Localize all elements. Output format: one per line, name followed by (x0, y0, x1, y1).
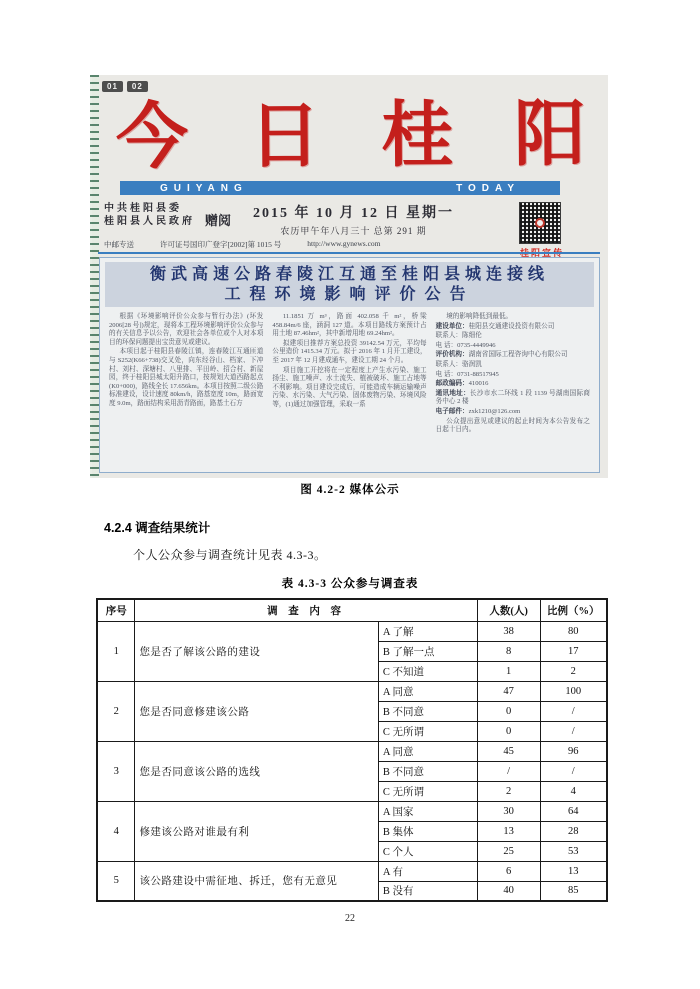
gift-label: 赠阅 (205, 213, 232, 228)
article-column-3 (436, 313, 590, 463)
article-paragraph: 境的影响降低到最低。 (446, 313, 513, 320)
figure-caption: 图 4.2-2 媒体公示 (300, 484, 400, 496)
article-headline (105, 262, 594, 307)
table-header-row (97, 599, 607, 621)
headline-line-1: 衡武高速公路春陵江互通至桂阳县城连接线 (149, 265, 549, 283)
newspaper-clipping (92, 75, 608, 478)
issue-date: 2015 年 10 月 12 日 星期一 (253, 206, 455, 221)
option-pct: 13 (540, 861, 607, 881)
option-label: A 国家 (378, 801, 477, 821)
section-paragraph: 个人公众参与调查统计见表 4.3-3。 (133, 548, 327, 562)
option-pct: / (540, 721, 607, 741)
contact-line: 邮政编码：410016 (435, 380, 489, 388)
option-label: A 同意 (378, 741, 477, 761)
row-question: 修建该公路对谁最有利 (135, 801, 378, 861)
option-pct: 100 (540, 681, 607, 701)
publisher-line: 中共桂阳县委 (104, 203, 182, 214)
option-label: C 无所谓 (378, 781, 477, 801)
table-row (97, 681, 607, 701)
header-no: 序号 (97, 599, 135, 621)
option-count: 2 (477, 781, 540, 801)
option-pct: 85 (540, 881, 607, 901)
masthead-en-right: TODAY (456, 182, 520, 194)
option-label: A 有 (378, 861, 477, 881)
option-count: 8 (477, 641, 540, 661)
option-label: C 不知道 (378, 661, 477, 681)
option-count: 38 (477, 621, 540, 641)
contact-line: 建设单位：桂阳县交通建设投资有限公司 (435, 322, 555, 330)
website-url: http://www.gynews.com (307, 239, 381, 248)
announcement-article (99, 257, 600, 473)
option-count: 45 (477, 741, 540, 761)
article-paragraph: 拟建项目推荐方案总投资 39142.54 万元，平均每公里造价 1415.34 万元。拟于 2016 年 1 月开工建设，至 2017 年 12 月建成通车，建设工期 24 个月。 (272, 339, 427, 364)
option-label: B 了解一点 (378, 641, 477, 661)
option-pct: 4 (540, 781, 607, 801)
row-no: 5 (97, 861, 135, 901)
page-indicator-badge: 01 (102, 81, 123, 92)
contact-line: 电 话：0735-4449946 (435, 341, 496, 349)
option-count: 6 (477, 861, 540, 881)
option-label: C 个人 (378, 841, 477, 861)
postal-label: 中邮专送 (104, 240, 134, 249)
survey-table (96, 598, 608, 902)
masthead-title (116, 89, 587, 180)
contact-line: 电子邮件：zxk1210@126.com (435, 407, 521, 415)
table-title: 表 4.3-3 公众参与调查表 (281, 578, 419, 590)
masthead-char: 日 (248, 92, 321, 178)
option-label: B 不同意 (378, 761, 477, 781)
table-row (97, 861, 607, 881)
article-paragraph: 本项目起于桂阳县春陵江镇，连春陵江互通匝道与 S252(K66+738)交叉处，向东经谷山、档家、下冲村、刘村、深塘村、八里排、平田岭、招合村、新屋园，终于桂阳县城太阳升路口，按规划大道西路起点(K0+000)，路线全长 17.656km。本项目按照二级公路标准建设，设计速度 80km/h，路基宽度 10m，路面宽度 9.0m，路面结构采用沥青路面，路基土石方 (109, 348, 264, 407)
row-no: 2 (97, 681, 135, 741)
contact-line: 通讯地址：长沙市水二环线 1 段 1139 号湖南国际商务中心 2 楼 (435, 389, 590, 406)
license-number: 许可证号国印广登字[2002]第 1015 号 (160, 240, 282, 249)
section-heading: 4.2.4 调查结果统计 (104, 521, 211, 535)
corner-badges (102, 81, 148, 92)
perforation-edge (90, 75, 99, 478)
masthead-divider-rule (98, 252, 600, 254)
publisher-line: 桂阳县人民政府 (104, 216, 195, 227)
option-label: A 了解 (378, 621, 477, 641)
page-indicator-badge: 02 (127, 81, 148, 92)
header-count: 人数(人) (477, 599, 540, 621)
option-pct: 28 (540, 821, 607, 841)
article-paragraph: 项目施工开挖将在一定程度上产生水污染、施工扬尘、施工噪声、水土流失、植被破坏、施工占地等不利影响。项目建设完成后，可能造成车辆运输噪声污染、水污染、大气污染、固体废物污染、环境风险等，(1)通过加强管理，采取一系 (272, 366, 427, 408)
option-count: 1 (477, 661, 540, 681)
table-row (97, 801, 607, 821)
row-question: 该公路建设中需征地、拆迁，您有无意见 (135, 861, 378, 901)
masthead-char: 今 (115, 93, 189, 179)
option-count: 47 (477, 681, 540, 701)
option-count: 25 (477, 841, 540, 861)
article-paragraph: 根据《环境影响评价公众参与暂行办法》(环发 2006[28 号])规定，现将本工程环境影响评价公众参与的有关信息予以公告，欢迎社会各单位或个人对本项目的环保问题提出宝贵意见或建议。 (109, 313, 264, 346)
headline-line-2: 工程环境影响评价公告 (224, 285, 475, 303)
masthead-english-bar (120, 181, 560, 195)
option-pct: / (540, 701, 607, 721)
header-pct: 比例（%） (540, 599, 607, 621)
option-pct: 96 (540, 741, 607, 761)
row-question: 您是否同意该公路的选线 (135, 741, 378, 801)
header-content: 调 查 内 容 (135, 599, 477, 621)
row-no: 3 (97, 741, 135, 801)
license-row (104, 239, 524, 250)
contact-line: 电 话：0731-88517945 (435, 370, 499, 378)
date-block (253, 202, 454, 240)
option-pct: / (540, 761, 607, 781)
option-label: B 集体 (378, 821, 477, 841)
article-column-2 (272, 313, 426, 463)
row-question: 您是否了解该公路的建设 (135, 621, 378, 681)
option-pct: 53 (540, 841, 607, 861)
option-label: B 没有 (378, 881, 477, 901)
article-columns (100, 307, 599, 467)
option-pct: 64 (540, 801, 607, 821)
article-paragraph: 公众提出意见或建议的起止时间为本公告发布之日起十日内。 (435, 417, 590, 434)
option-count: 0 (477, 721, 540, 741)
publisher-block (104, 202, 195, 240)
option-count: 13 (477, 821, 540, 841)
qr-logo-dot (535, 218, 545, 228)
row-question: 您是否同意修建该公路 (135, 681, 378, 741)
option-count: 30 (477, 801, 540, 821)
option-label: C 无所谓 (378, 721, 477, 741)
row-no: 1 (97, 621, 135, 681)
contact-line: 联系人：骆润凯 (435, 360, 482, 368)
masthead-char: 阳 (513, 90, 587, 176)
row-no: 4 (97, 801, 135, 861)
page-number: 22 (345, 913, 355, 924)
lunar-date: 农历甲午年八月三十 总第 291 期 (280, 226, 427, 236)
option-count: 40 (477, 881, 540, 901)
option-count: / (477, 761, 540, 781)
masthead-char: 桂 (381, 91, 454, 177)
masthead-en-left: GUIYANG (160, 182, 248, 194)
option-pct: 17 (540, 641, 607, 661)
option-pct: 80 (540, 621, 607, 641)
qr-code (520, 203, 560, 243)
option-label: A 同意 (378, 681, 477, 701)
option-pct: 2 (540, 661, 607, 681)
contact-line: 联系人：陈细伦 (435, 332, 482, 340)
contact-line: 评价机构：湖南省国际工程咨询中心有限公司 (435, 351, 568, 359)
article-column-1 (109, 313, 263, 463)
table-row (97, 621, 607, 641)
option-label: B 不同意 (378, 701, 477, 721)
option-count: 0 (477, 701, 540, 721)
table-row (97, 741, 607, 761)
article-paragraph: 11.1851 万 m³，路面 402.058 千 m²，桥梁 458.84m/6 座，涵洞 127 道。本项目路线方案预计占用土地 87.46hm²，其中新增用地 69.24hm²。 (272, 313, 427, 338)
